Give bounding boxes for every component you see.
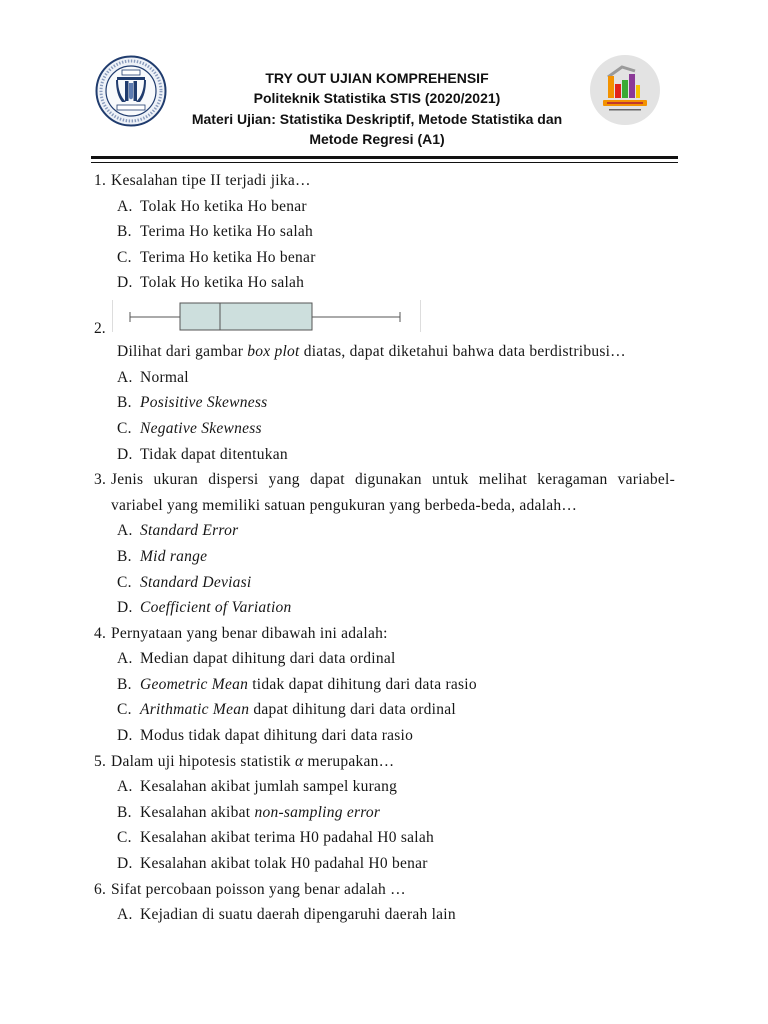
question-text: Kesalahan tipe II terjadi jika… [111, 172, 311, 189]
option-text: Median dapat dihitung dari data ordinal [140, 650, 396, 668]
logo-bar-red [615, 84, 621, 98]
option-text-part: tidak dapat dihitung dari data rasio [248, 675, 477, 693]
logo-lintel [117, 77, 145, 80]
option-2c [0, 416, 768, 442]
option-letter: B. [117, 223, 132, 241]
question-1 [0, 168, 768, 194]
option-letter: D. [117, 274, 133, 292]
question-text-line-2: variabel yang memiliki satuan pengukuran yang berbeda-beda, adalah… [111, 496, 578, 514]
question-5 [0, 749, 768, 775]
logo-bar-orange [608, 76, 614, 98]
question-number: 5. [94, 752, 107, 770]
institution-line: Politeknik Statistika STIS (2020/2021) [253, 90, 501, 107]
question-text [117, 339, 626, 365]
option-text: Tolak Ho ketika Ho salah [140, 274, 305, 292]
question-text-part: Dalam uji hipotesis statistik [111, 752, 296, 770]
question-text-part: Dilihat dari gambar [117, 343, 248, 361]
option-text: Mid range [140, 547, 208, 565]
option-letter: A. [117, 522, 133, 540]
question-text-italic: box plot [247, 343, 300, 361]
option-2a [0, 365, 768, 391]
question-2-figure-row [0, 296, 768, 339]
logo-pillar [125, 81, 129, 101]
header-double-rule [91, 156, 678, 163]
logo-banner-stripe [607, 102, 643, 104]
option-text: Kejadian di suatu daerah dipengaruhi daerah lain [140, 906, 456, 924]
question-4 [0, 621, 768, 647]
subject-line-1: Materi Ujian: Statistika Deskriptif, Metode Statistika dan [191, 110, 563, 127]
option-letter: D. [117, 445, 133, 463]
option-4a [0, 646, 768, 672]
option-4d [0, 723, 768, 749]
option-letter: A. [117, 368, 133, 386]
option-letter: B. [117, 803, 132, 821]
option-text: Kesalahan akibat tolak H0 padahal H0 benar [140, 855, 428, 873]
option-text: Standard Error [140, 522, 239, 540]
option-text: Kesalahan akibat terima H0 padahal H0 salah [140, 829, 434, 847]
question-number: 4. [94, 624, 107, 642]
option-3c [0, 570, 768, 596]
option-2b [0, 390, 768, 416]
option-letter: C. [117, 419, 132, 437]
question-text: Pernyataan yang benar dibawah ini adalah: [111, 624, 388, 642]
option-3b [0, 544, 768, 570]
option-6a [0, 902, 768, 928]
question-3 [0, 467, 768, 493]
question-list [0, 168, 768, 928]
option-3d [0, 595, 768, 621]
option-letter: A. [117, 197, 133, 215]
option-text: Tolak Ho ketika Ho benar [140, 197, 307, 215]
question-number: 3. [94, 471, 107, 489]
option-letter: C. [117, 248, 132, 266]
logo-bottom-banner [117, 105, 145, 110]
option-letter: C. [117, 573, 132, 591]
option-text [140, 697, 456, 723]
option-letter: A. [117, 650, 133, 668]
option-text-part: dapat dihitung dari data ordinal [249, 701, 456, 719]
logo-top-banner [122, 70, 140, 75]
logo-pillar [134, 81, 138, 101]
option-letter: B. [117, 394, 132, 412]
question-number: 1. [94, 172, 107, 189]
logo-center-emblem [129, 83, 133, 99]
option-letter: D. [117, 727, 133, 745]
option-2d [0, 442, 768, 468]
option-letter: A. [117, 778, 133, 796]
box-plot-figure [0, 296, 768, 340]
option-letter: A. [117, 906, 133, 924]
option-text: Modus tidak dapat dihitung dari data rasio [140, 727, 414, 745]
option-5b [0, 800, 768, 826]
option-text-italic: non-sampling error [254, 803, 381, 821]
option-1a [0, 194, 768, 220]
question-6 [0, 877, 768, 903]
document-header [150, 68, 604, 149]
option-5c [0, 825, 768, 851]
document-title: TRY OUT UJIAN KOMPREHENSIF [265, 70, 489, 86]
option-text-italic: Geometric Mean [140, 675, 249, 693]
option-letter: B. [117, 547, 132, 565]
option-text: Terima Ho ketika Ho benar [140, 248, 316, 266]
option-text: Terima Ho ketika Ho salah [140, 223, 314, 241]
option-text: Tidak dapat ditentukan [140, 445, 288, 463]
option-5d [0, 851, 768, 877]
question-3-continued [0, 493, 768, 519]
option-letter: B. [117, 675, 132, 693]
option-letter: D. [117, 599, 133, 617]
option-letter: C. [117, 829, 132, 847]
logo-bar-yellow [636, 85, 640, 98]
logo-caption-line [609, 109, 641, 111]
option-letter: D. [117, 855, 133, 873]
option-1b [0, 219, 768, 245]
option-text: Normal [140, 368, 189, 386]
logo-bar-green [622, 80, 628, 98]
question-number: 2. [94, 319, 106, 337]
option-letter: C. [117, 701, 132, 719]
logo-right [589, 54, 661, 126]
question-text-part: diatas, dapat diketahui bahwa data berdistribusi… [299, 343, 626, 361]
alpha-symbol: α [295, 752, 304, 770]
option-text: Coefficient of Variation [140, 599, 292, 617]
option-text-italic: Arithmatic Mean [140, 701, 250, 719]
option-text: Kesalahan akibat jumlah sampel kurang [140, 778, 398, 796]
option-text [140, 800, 380, 826]
box-plot-box [180, 303, 312, 330]
logo-bar-purple [629, 74, 635, 98]
question-text [111, 749, 394, 775]
option-text-part: Kesalahan akibat [140, 803, 255, 821]
option-4c [0, 697, 768, 723]
question-text-line-1: Jenis ukuran dispersi yang dapat digunakan untuk melihat keragaman variabel- [111, 471, 675, 489]
option-text: Posisitive Skewness [140, 394, 268, 412]
option-5a [0, 774, 768, 800]
option-1d [0, 270, 768, 296]
question-text-part: merupakan… [303, 752, 395, 770]
option-3a [0, 518, 768, 544]
option-text: Standard Deviasi [140, 573, 252, 591]
question-text: Sifat percobaan poisson yang benar adalah … [111, 880, 406, 898]
question-2 [0, 339, 768, 365]
option-4b [0, 672, 768, 698]
subject-line-2: Metode Regresi (A1) [309, 130, 445, 147]
option-1c [0, 245, 768, 271]
option-text [140, 672, 477, 698]
option-text: Negative Skewness [140, 419, 262, 437]
question-number: 6. [94, 880, 107, 898]
